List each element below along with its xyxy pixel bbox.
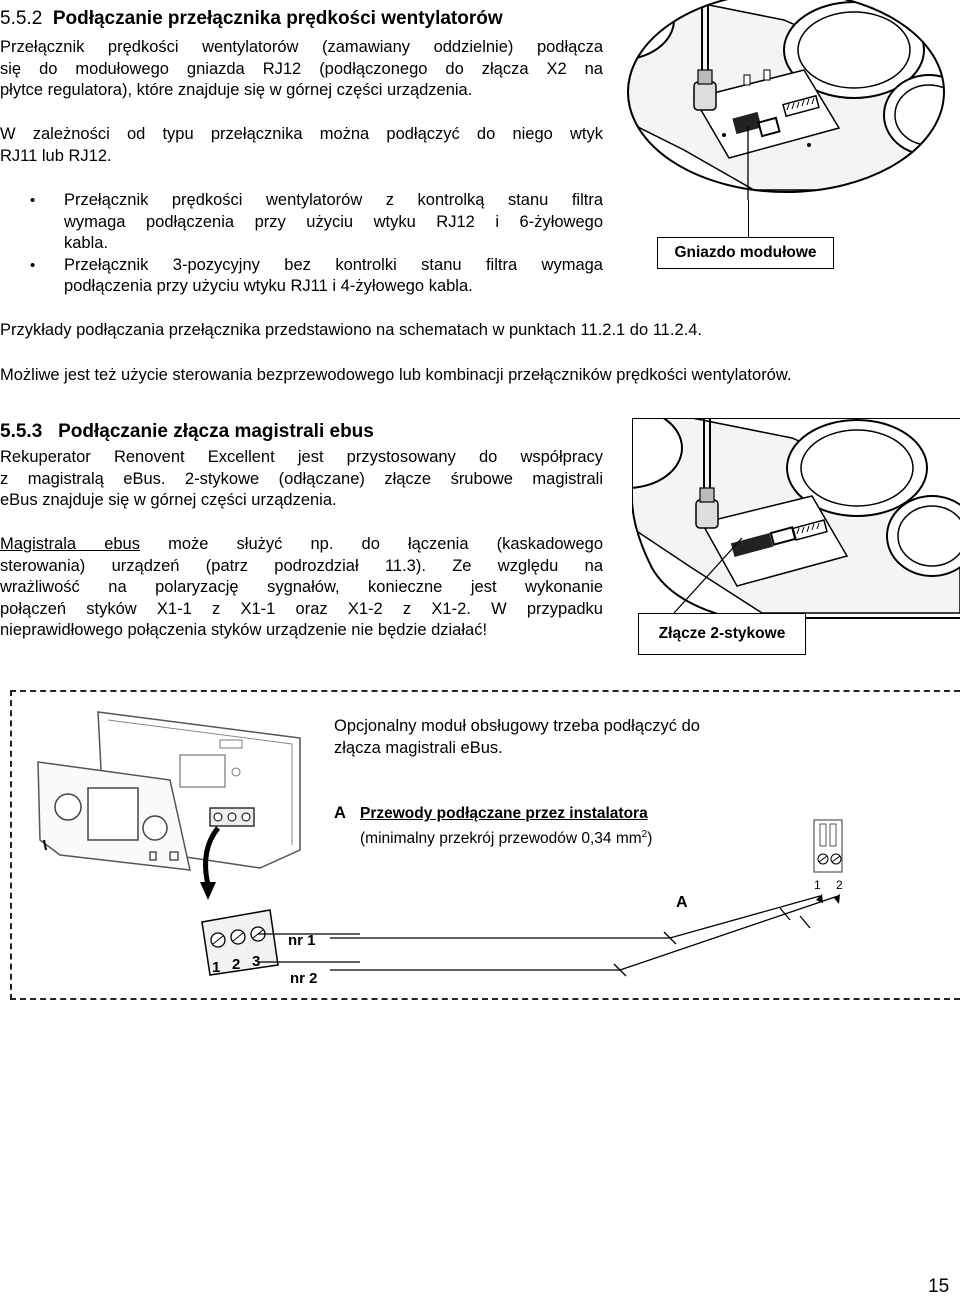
- underlined-term: Magistrala ebus: [0, 535, 140, 553]
- section-number: 5.5.3: [0, 421, 43, 442]
- text-line: wymaga podłączenia przy użyciu wtyku RJ12 i 6-żyłowego: [64, 212, 603, 231]
- callout-leader: [748, 200, 749, 238]
- wire-label-nr2: nr 2: [290, 970, 318, 987]
- paragraph-ebus-usage: [0, 534, 603, 642]
- plug-digit: 3: [252, 953, 261, 970]
- section-title: Podłączanie złącza magistrali ebus: [58, 421, 374, 442]
- superscript: 2: [641, 829, 648, 840]
- terminal-number: 2: [836, 878, 843, 892]
- plug-digit: 2: [232, 956, 241, 973]
- wire-label-a: A: [676, 894, 688, 911]
- terminal-number: 1: [814, 878, 821, 892]
- callout-two-pin-connector: Złącze 2-stykowe: [638, 613, 806, 655]
- text-line: podłączenia przy użyciu wtyku RJ11 i 4-żyłowego kabla.: [64, 277, 473, 295]
- paragraph-ebus-compat: [0, 447, 603, 512]
- text-line: płytce regulatora), które znajduje się w górnej części urządzenia.: [0, 81, 473, 99]
- bus-wires-drawing: [320, 810, 880, 1000]
- section-heading-552: [0, 7, 503, 31]
- text-line: • Przełącznik prędkości wentylatorów z kontrolką stanu filtra: [64, 191, 603, 209]
- callout-modular-socket: Gniazdo modułowe: [657, 237, 834, 269]
- text-line: • Przełącznik 3-pozycyjny bez kontrolki stanu filtra wymaga: [64, 255, 603, 274]
- text-line: RJ11 lub RJ12.: [0, 146, 112, 165]
- section-number: 5.5.2: [0, 8, 43, 29]
- legend-title: Przewody podłączane przez instalatora: [360, 805, 648, 822]
- two-pin-connector-illustration: [632, 418, 960, 628]
- modular-socket-illustration: [624, 0, 960, 200]
- text-line: złącza magistrali eBus.: [334, 738, 503, 757]
- text-line: sterowania) urządzeń (patrz podrozdział 11.3). Ze względu na: [0, 556, 603, 575]
- page-number: 15: [928, 1276, 950, 1297]
- paragraph-plug-type: [0, 124, 603, 167]
- text-line: się do modułowego gniazda RJ12 (podłączonego do złącza X2 na: [0, 59, 603, 78]
- wireless-text: Możliwe jest też użycie sterowania bezprzewodowego lub kombinacji przełączników prędkości wentylatorów.: [0, 366, 792, 384]
- examples-text: Przykłady podłączania przełącznika przedstawiono na schematach w punktach 11.2.1 do 11.2.4.: [0, 321, 702, 339]
- text-line: nieprawidłowego połączenia styków urządzenie nie będzie działać!: [0, 621, 488, 639]
- text-line: Opcjonalny moduł obsługowy trzeba podłączyć do: [334, 717, 700, 735]
- section-heading-553: [0, 420, 374, 444]
- text-line: (minimalny przekrój przewodów 0,34 mm: [360, 830, 642, 848]
- text-line: ): [647, 830, 653, 848]
- text-line: Przełącznik prędkości wentylatorów (zamawiany oddzielnie) podłącza: [0, 38, 603, 56]
- text-line: połączeń styków X1-1 z X1-1 oraz X1-2 z X1-2. W przypadku: [0, 599, 603, 618]
- text-line: kabla.: [64, 234, 109, 252]
- list-item: [0, 255, 603, 298]
- wire-label-nr1: nr 1: [288, 932, 316, 949]
- text-line: Rekuperator Renovent Excellent jest przystosowany do współpracy: [0, 448, 603, 466]
- bullet-list: [0, 190, 603, 298]
- list-item: [0, 190, 603, 255]
- section-title: Podłączanie przełącznika prędkości wentylatorów: [52, 8, 503, 29]
- plug-digit: 1: [212, 959, 221, 976]
- text-line: z magistralą eBus. 2-stykowe (odłączane) złącze śrubowe magistrali: [0, 469, 603, 488]
- text-line: wrażliwość na polaryzację sygnałów, konieczne jest wykonanie: [0, 578, 603, 596]
- legend-letter: A: [334, 804, 346, 822]
- text-line: W zależności od typu przełącznika można podłączyć do niego wtyk: [0, 125, 603, 143]
- text-line: eBus znajduje się w górnej części urządzenia.: [0, 491, 337, 509]
- text-line: może służyć np. do łączenia (kaskadowego: [140, 535, 603, 553]
- paragraph-module-socket: [0, 37, 603, 102]
